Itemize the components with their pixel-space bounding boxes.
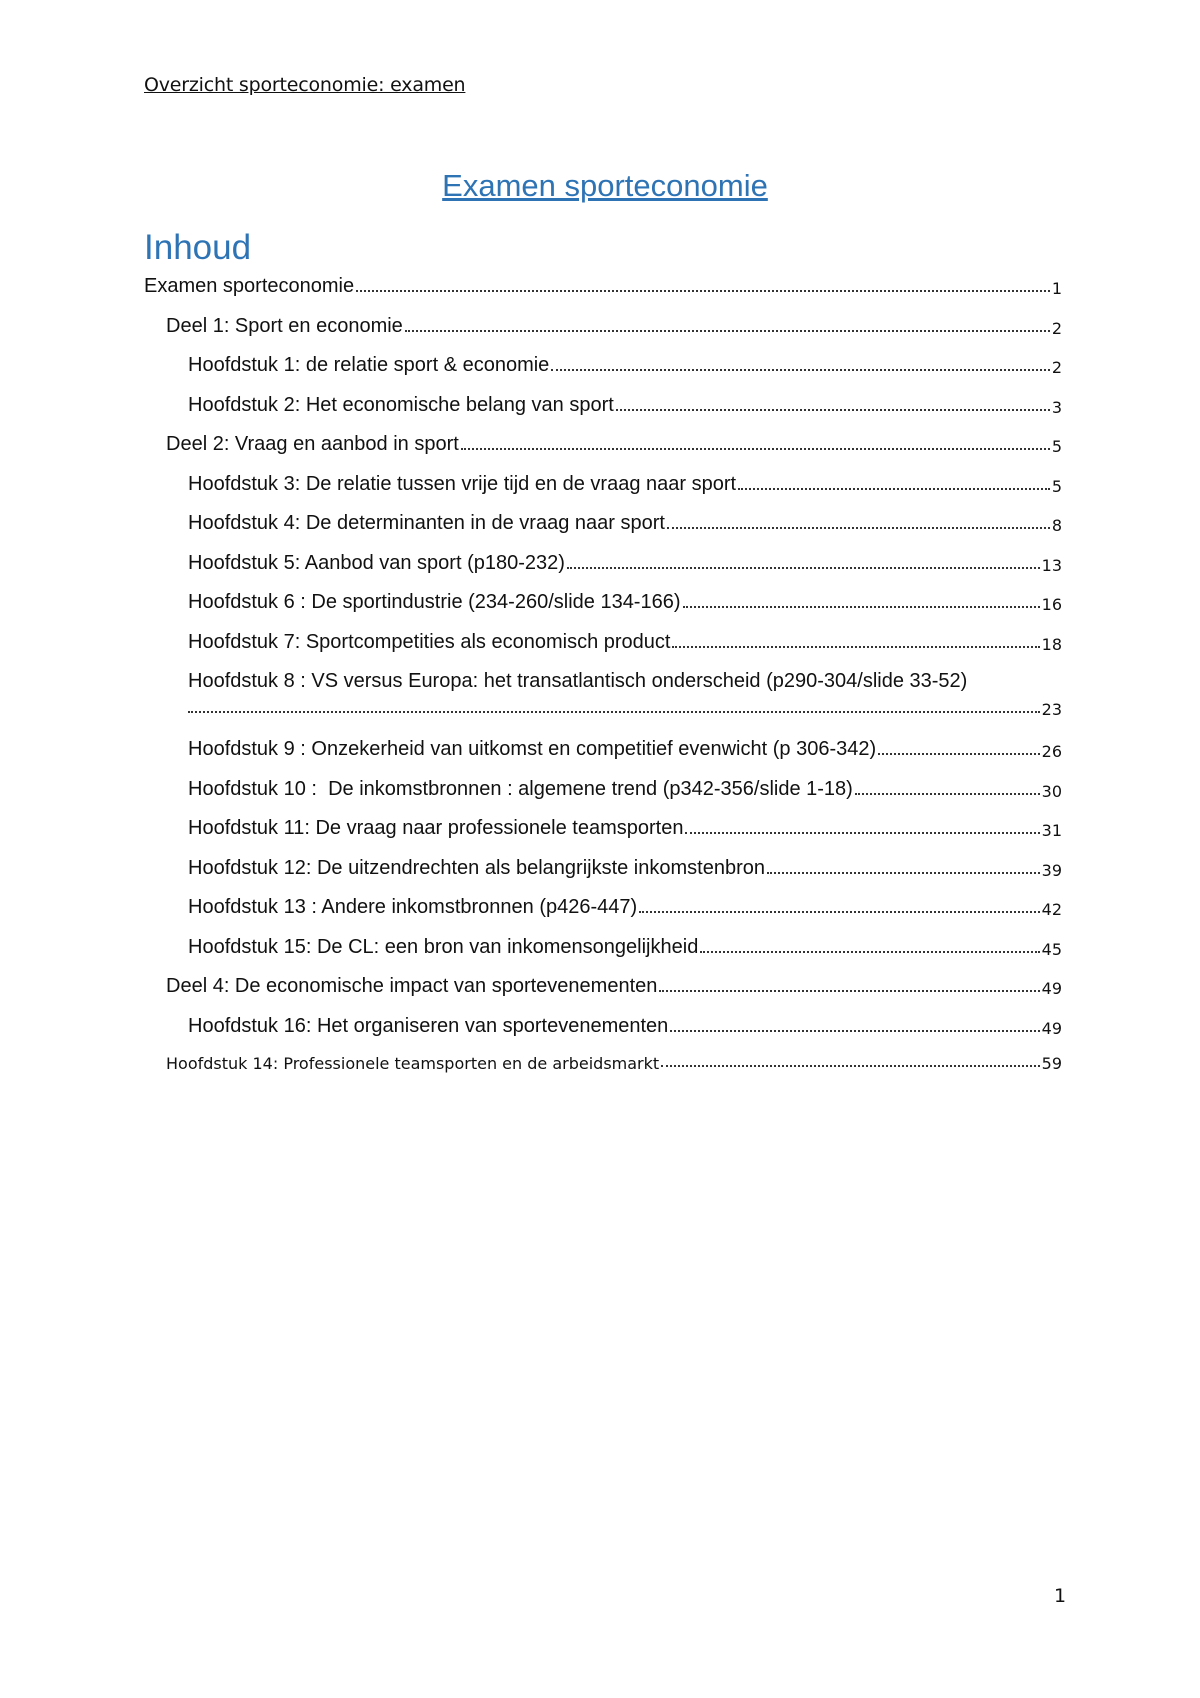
document-title: Examen sporteconomie (442, 168, 768, 203)
toc-entry-text: Hoofdstuk 6 : De sportindustrie (234-260/slide 134-166) (188, 591, 681, 613)
table-of-contents (144, 272, 1062, 1091)
toc-entry[interactable] (144, 893, 1062, 933)
toc-entry-page: 26 (1041, 742, 1062, 761)
toc-entry-page: 49 (1041, 1018, 1062, 1038)
dot-leader (551, 369, 1050, 371)
toc-entry-page: 1 (1051, 279, 1062, 298)
toc-entry[interactable] (144, 430, 1062, 470)
toc-heading: Inhoud (144, 228, 252, 267)
toc-entry-page: 39 (1041, 860, 1062, 880)
toc-entry-page: 18 (1041, 634, 1062, 654)
toc-entry-text: Hoofdstuk 9 : Onzekerheid van uitkomst en competitief evenwicht (p 306-342) (188, 738, 877, 760)
dot-leader (878, 753, 1040, 755)
toc-entry[interactable] (144, 628, 1062, 668)
toc-entry-page: 8 (1051, 516, 1062, 535)
toc-entry[interactable] (144, 272, 1062, 312)
toc-entry-page: 13 (1041, 555, 1062, 575)
toc-entry-text: Hoofdstuk 7: Sportcompetities als economisch product (188, 630, 671, 653)
dot-leader (700, 951, 1039, 953)
dot-leader (659, 990, 1039, 992)
toc-entry-text: Hoofdstuk 4: De determinanten in de vraag naar sport (188, 512, 665, 534)
toc-entry[interactable] (144, 667, 1062, 735)
toc-entry-page: 23 (1041, 700, 1062, 719)
toc-entry-text: Hoofdstuk 15: De CL: een bron van inkomensongelijkheid (188, 935, 699, 958)
dot-leader (667, 527, 1050, 529)
toc-entry-page: 2 (1051, 358, 1062, 377)
toc-entry[interactable] (144, 312, 1062, 352)
toc-entry-text: Hoofdstuk 12: De uitzendrechten als belangrijkste inkomstenbron (188, 856, 765, 879)
toc-entry-text: Hoofdstuk 8 : VS versus Europa: het transatlantisch onderscheid (p290-304/slide 33-52) (188, 670, 968, 692)
toc-entry[interactable] (144, 470, 1062, 510)
toc-entry-page: 3 (1051, 397, 1062, 417)
toc-entry[interactable] (144, 1051, 1062, 1091)
dot-leader (670, 1030, 1039, 1032)
toc-entry-page: 30 (1041, 781, 1062, 801)
toc-entry[interactable] (144, 775, 1062, 815)
toc-entry-text: Hoofdstuk 14: Professionele teamsporten en de arbeidsmarkt (166, 1054, 660, 1073)
toc-entry-text: Hoofdstuk 1: de relatie sport & economie (188, 354, 550, 376)
toc-entry-text: Hoofdstuk 11: De vraag naar professionele teamsporten (188, 817, 684, 839)
toc-entry-page: 5 (1051, 437, 1062, 456)
toc-entry-page: 5 (1051, 476, 1062, 496)
toc-entry-text: Examen sporteconomie (144, 275, 355, 297)
toc-entry[interactable] (144, 1012, 1062, 1052)
toc-entry-page: 49 (1041, 979, 1062, 998)
toc-entry[interactable] (144, 351, 1062, 391)
toc-entry[interactable] (144, 391, 1062, 431)
dot-leader (685, 832, 1039, 834)
toc-entry-text: Hoofdstuk 3: De relatie tussen vrije tijd en de vraag naar sport (188, 472, 737, 495)
dot-leader (767, 872, 1040, 874)
dot-leader (855, 793, 1040, 795)
dot-leader (405, 330, 1050, 332)
toc-entry[interactable] (144, 814, 1062, 854)
toc-entry[interactable] (144, 509, 1062, 549)
dot-leader (567, 567, 1040, 569)
toc-entry-page: 42 (1041, 900, 1062, 919)
toc-entry-page: 2 (1051, 318, 1062, 338)
dot-leader (683, 606, 1040, 608)
document-header: Overzicht sporteconomie: examen (144, 74, 466, 96)
toc-entry[interactable] (144, 854, 1062, 894)
toc-entry-page: 59 (1041, 1054, 1062, 1073)
toc-entry-text: Hoofdstuk 13 : Andere inkomstbronnen (p426-447) (188, 896, 638, 918)
toc-entry-text: Deel 2: Vraag en aanbod in sport (166, 433, 459, 455)
toc-entry[interactable] (144, 588, 1062, 628)
toc-entry-text: Deel 4: De economische impact van sportevenementen (166, 975, 658, 997)
toc-entry-text: Hoofdstuk 2: Het economische belang van sport (188, 393, 614, 416)
dot-leader (672, 646, 1039, 648)
dot-leader (661, 1065, 1039, 1067)
toc-entry[interactable] (144, 549, 1062, 589)
dot-leader (639, 911, 1039, 913)
toc-entry-page: 45 (1041, 939, 1062, 959)
toc-entry[interactable] (144, 735, 1062, 775)
toc-entry[interactable] (144, 933, 1062, 973)
dot-leader (461, 448, 1050, 450)
toc-entry-text: Deel 1: Sport en economie (166, 314, 403, 337)
toc-entry-page: 31 (1041, 821, 1062, 840)
toc-entry-text: Hoofdstuk 5: Aanbod van sport (p180-232) (188, 551, 565, 574)
dot-leader (356, 290, 1050, 292)
toc-entry-text: Hoofdstuk 10 : De inkomstbronnen : algemene trend (p342-356/slide 1-18) (188, 777, 853, 800)
page-number: 1 (1054, 1585, 1067, 1607)
dot-leader (738, 488, 1050, 490)
dot-leader (188, 711, 1040, 713)
toc-entry-text: Hoofdstuk 16: Het organiseren van sportevenementen (188, 1014, 669, 1037)
toc-entry-page: 16 (1041, 595, 1062, 614)
dot-leader (616, 409, 1050, 411)
toc-entry[interactable] (144, 972, 1062, 1012)
